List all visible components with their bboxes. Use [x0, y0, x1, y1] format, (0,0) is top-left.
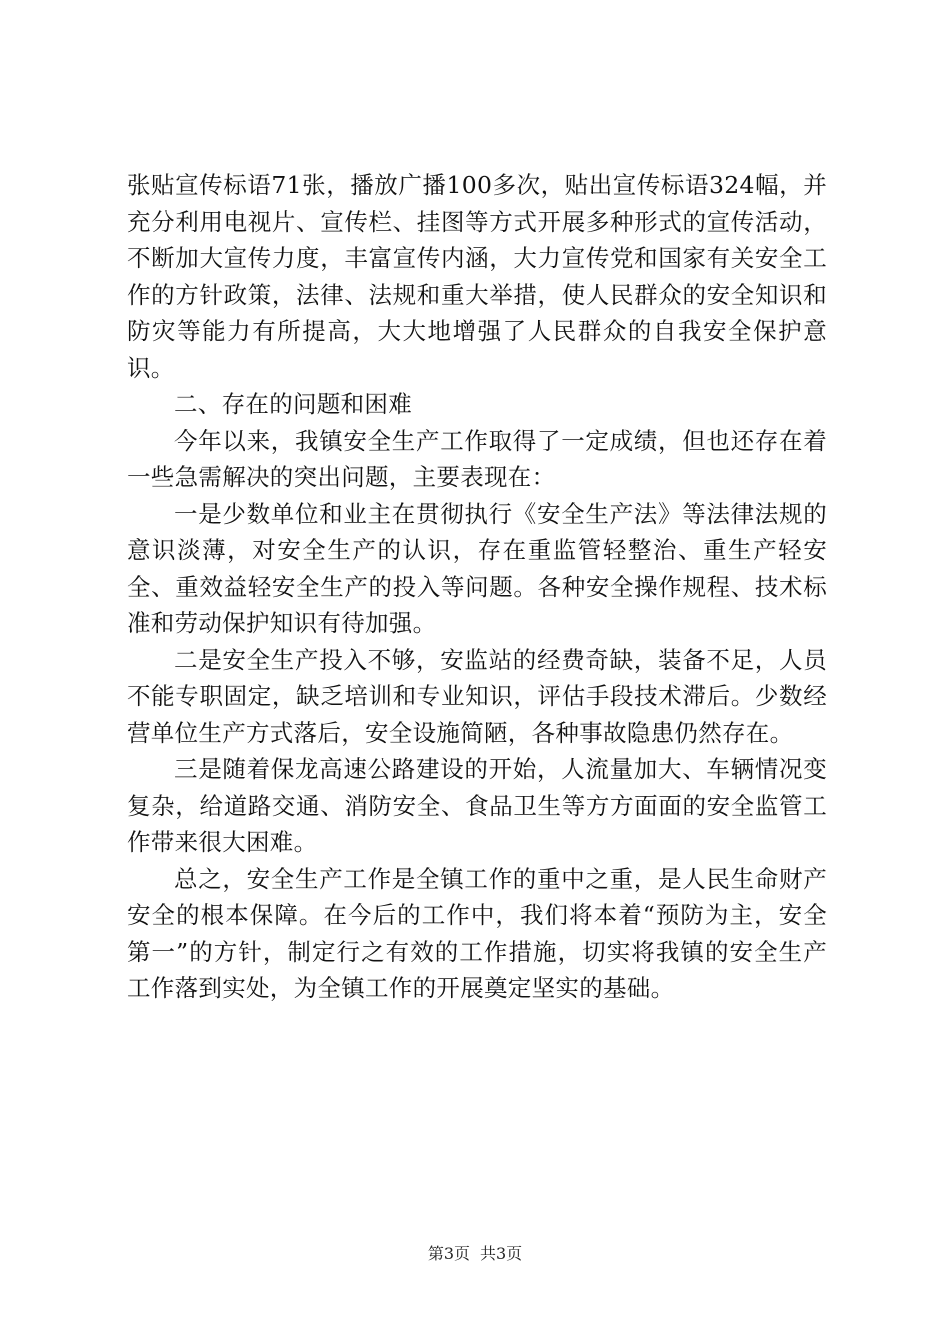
page-total: 共3页 — [480, 1244, 523, 1263]
paragraph-propaganda: 张贴宣传标语71张，播放广播100多次，贴出宣传标语324幅，并充分利用电视片、宣传栏、挂图等方式开展多种形式的宣传活动，不断加大宣传力度，丰富宣传内涵，大力宣传党和国家有关安全工作的方针政策，法律、法规和重大举措，使人民群众的安全知识和防灾等能力有所提高，大大地增强了人民群众的自我安全保护意识。 — [127, 171, 827, 382]
paragraph-problem-two: 二是安全生产投入不够，安监站的经费奇缺，装备不足，人员不能专职固定，缺乏培训和专业知识，评估手段技术滞后。少数经营单位生产方式落后，安全设施简陋，各种事故隐患仍然存在。 — [127, 645, 827, 747]
paragraph-problem-one: 一是少数单位和业主在贯彻执行《安全生产法》等法律法规的意识淡薄，对安全生产的认识，存在重监管轻整治、重生产轻安全、重效益轻安全生产的投入等问题。各种安全操作规程、技术标准和劳动保护知识有待加强。 — [127, 499, 827, 637]
paragraph-intro-problems: 今年以来，我镇安全生产工作取得了一定成绩，但也还存在着一些急需解决的突出问题，主要表现在： — [127, 426, 827, 491]
paragraph-problem-three: 三是随着保龙高速公路建设的开始，人流量加大、车辆情况变复杂，给道路交通、消防安全、食品卫生等方方面面的安全监管工作带来很大困难。 — [127, 755, 827, 856]
document-body — [127, 167, 827, 1007]
page-number: 第3页 — [427, 1244, 470, 1263]
section-heading-problems: 二、存在的问题和困难 — [174, 390, 412, 418]
page-footer — [0, 1244, 950, 1264]
paragraph-conclusion: 总之，安全生产工作是全镇工作的重中之重，是人民生命财产安全的根本保障。在今后的工作中，我们将本着“预防为主，安全第一”的方针，制定行之有效的工作措施，切实将我镇的安全生产工作落到实处，为全镇工作的开展奠定坚实的基础。 — [127, 864, 827, 1002]
